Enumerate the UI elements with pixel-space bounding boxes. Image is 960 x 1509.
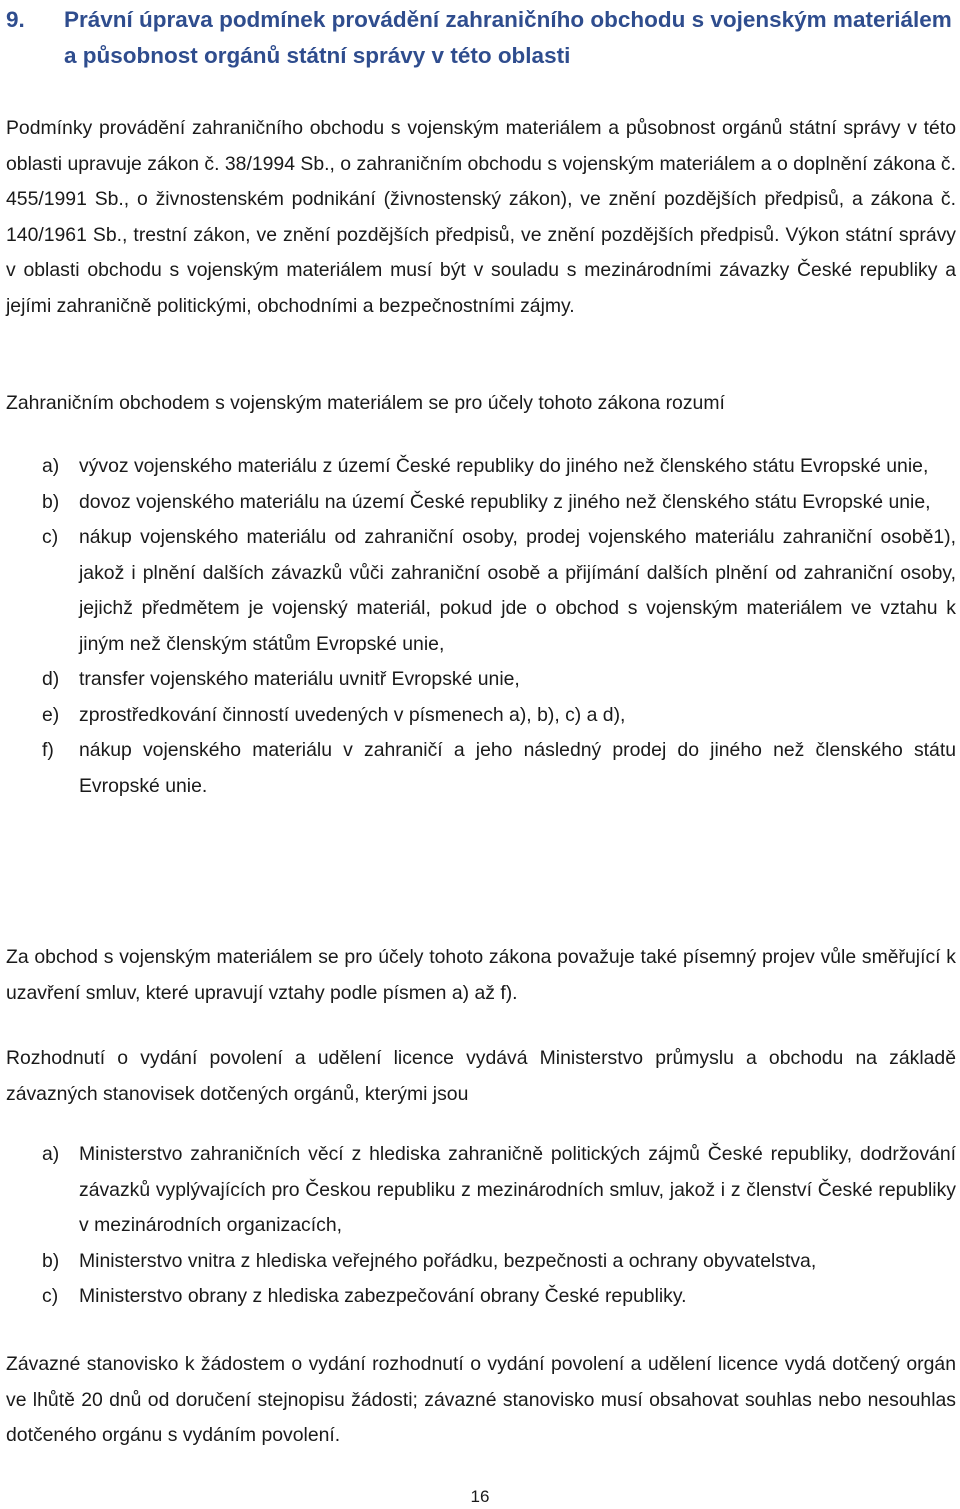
list-item-text: dovoz vojenského materiálu na území České republiky z jiného než členského státu Evropské unie, [79, 490, 931, 513]
section-title: Právní úprava podmínek provádění zahraničního obchodu s vojenským materiálem a působnost orgánů státní správy v této oblasti [64, 7, 952, 68]
list-item-text: zprostředkování činností uvedených v písmenech a), b), c) a d), [79, 703, 626, 726]
page-number: 16 [470, 1487, 490, 1506]
section-heading [6, 2, 956, 74]
list-marker: a) [42, 455, 60, 477]
list-item [42, 1137, 956, 1244]
list-item-text: Ministerstvo vnitra z hlediska veřejného pořádku, bezpečnosti a ochrany obyvatelstva, [79, 1249, 817, 1272]
list-marker: f) [42, 739, 54, 761]
list-item [42, 1244, 956, 1280]
list-item-text: transfer vojenského materiálu uvnitř Evropské unie, [79, 668, 520, 690]
section-number: 9. [6, 7, 25, 32]
list-item-text: Ministerstvo zahraničních věcí z hlediska zahraničně politických zájmů České republiky, dodržování závazků vyplývajících pro Českou republiku z mezinárodních smluv, jakož i z členství České republiky v mezinárodních organizacích, [79, 1143, 956, 1236]
paragraph-ministry-decision: Rozhodnutí o vydání povolení a udělení licence vydává Ministerstvo průmyslu a obchodu na základě závazných stanovisek dotčených orgánů, kterými jsou [6, 1047, 956, 1105]
list-item-text: Ministerstvo obrany z hlediska zabezpečování obrany České republiky. [79, 1285, 687, 1307]
list-marker: b) [42, 1249, 60, 1272]
paragraph-binding-opinion: Závazné stanovisko k žádostem o vydání rozhodnutí o vydání povolení a udělení licence vydá dotčený orgán ve lhůtě 20 dnů od doručení stejnopisu žádosti; závazné stanovisko musí obsahovat souhlas nebo nesouhlas dotčeného orgánu s vydáním povolení. [6, 1353, 956, 1446]
list-marker: a) [42, 1143, 60, 1165]
list-item-text: vývoz vojenského materiálu z území České republiky do jiného než členského státu Evropské unie, [79, 455, 929, 477]
list-item [42, 449, 956, 485]
list-item [42, 698, 956, 734]
paragraph-definition-intro: Zahraničním obchodem s vojenským materiálem se pro účely tohoto zákona rozumí [6, 392, 725, 414]
list-item [42, 520, 956, 662]
list-marker: e) [42, 703, 60, 726]
list-item [42, 733, 956, 804]
list-marker: c) [42, 526, 59, 548]
list-item [42, 485, 956, 521]
list-marker: b) [42, 490, 60, 513]
paragraph-written-will: Za obchod s vojenským materiálem se pro účely tohoto zákona považuje také písemný projev vůle směřující k uzavření smluv, které upravují vztahy podle písmen a) až f). [6, 946, 956, 1004]
list-marker: c) [42, 1285, 59, 1307]
list-item [42, 662, 956, 698]
list-item-text: nákup vojenského materiálu od zahraniční osoby, prodej vojenského materiálu zahraniční osobě1), jakož i plnění dalších závazků vůči zahraniční osobě a přijímání dalších plnění od zahraniční osoby, jejichž předmětem je vojenský materiál, pokud jde o obchod s vojenským materiálem ve vztahu k jiným než členským státům Evropské unie, [79, 526, 956, 655]
list-item [42, 1279, 956, 1315]
definition-list [42, 449, 956, 804]
paragraph-legal-basis: Podmínky provádění zahraničního obchodu s vojenským materiálem a působnost orgánů státní správy v této oblasti upravuje zákon č. 38/1994 Sb., o zahraničním obchodu s vojenským materiálem a o doplnění zákona č. 455/1991 Sb., o živnostenském podnikání (živnostenský zákon), ve znění pozdějších předpisů, a zákona č. 140/1961 Sb., trestní zákon, ve znění pozdějších předpisů, ve znění pozdějších předpisů. Výkon státní správy v oblasti obchodu s vojenským materiálem musí být v souladu s mezinárodními závazky České republiky a jejími zahraničně politickými, obchodními a bezpečnostními zájmy. [6, 117, 956, 317]
list-item-text: nákup vojenského materiálu v zahraničí a jeho následný prodej do jiného než členského státu Evropské unie. [79, 739, 956, 797]
ministries-list [42, 1137, 956, 1315]
list-marker: d) [42, 668, 60, 690]
